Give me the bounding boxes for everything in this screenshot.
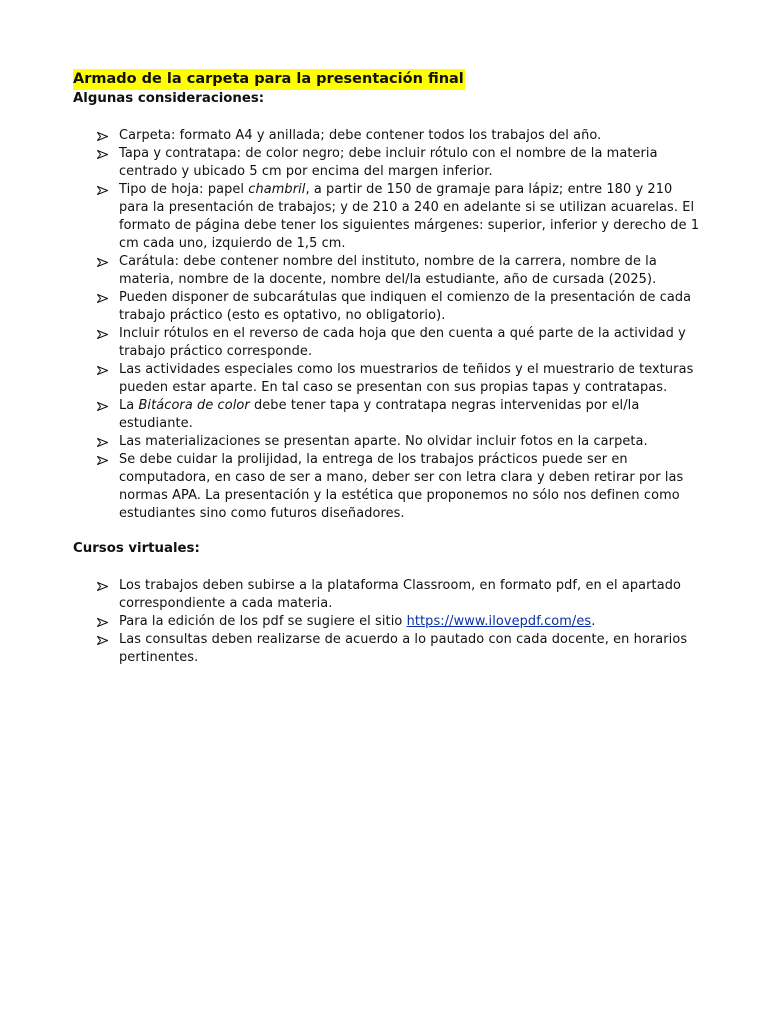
arrowhead-bullet-icon [97, 577, 111, 595]
list-item-text: Incluir rótulos en el reverso de cada hoja que den cuenta a qué parte de la actividad y trabajo práctico corresponde. [119, 326, 686, 359]
consideraciones-list [73, 127, 703, 523]
list-item [73, 433, 703, 451]
list-item-text: Las actividades especiales como los muestrarios de teñidos y el muestrario de texturas pueden estar aparte. En tal caso se presentan con sus propias tapas y contratapas. [119, 362, 694, 395]
arrowhead-bullet-icon [97, 325, 111, 343]
arrowhead-bullet-icon [97, 631, 111, 649]
arrowhead-bullet-icon [97, 451, 111, 469]
list-item-text: Para la edición de los pdf se sugiere el sitio [119, 614, 407, 629]
list-item-text: Se debe cuidar la prolijidad, la entrega de los trabajos prácticos puede ser en computadora, en caso de ser a mano, deber ser con letra clara y deben retirar por las normas APA. La presentación y la estética que proponemos no sólo nos definen como estudiantes sino como futuros diseñadores. [119, 452, 684, 521]
list-item [73, 253, 703, 289]
list-item [73, 145, 703, 181]
arrowhead-bullet-icon [97, 127, 111, 145]
list-item [73, 127, 703, 145]
arrowhead-bullet-icon [97, 433, 111, 451]
section-heading-cursos-virtuales: Cursos virtuales: [73, 541, 200, 556]
arrowhead-bullet-icon [97, 361, 111, 379]
document-page [73, 68, 703, 667]
list-item [73, 397, 703, 433]
list-item [73, 181, 703, 253]
list-item-text: Carpeta: formato A4 y anillada; debe contener todos los trabajos del año. [119, 128, 602, 143]
arrowhead-bullet-icon [97, 397, 111, 415]
list-item-text: Los trabajos deben subirse a la plataforma Classroom, en formato pdf, en el apartado correspondiente a cada materia. [119, 578, 681, 611]
list-item [73, 577, 703, 613]
arrowhead-bullet-icon [97, 289, 111, 307]
list-item-text: La [119, 398, 139, 413]
arrowhead-bullet-icon [97, 613, 111, 631]
list-item-text: , a partir de 150 de gramaje para lápiz; entre 180 y 210 para la presentación de trabajos; y de 210 a 240 en adelante si se utilizan acuarelas. El formato de página debe tener los siguientes márgenes: superior, inferior y derecho de 1 cm cada uno, izquierdo de 1,5 cm. [119, 182, 700, 251]
list-item-text: . [591, 614, 596, 629]
list-item [73, 613, 703, 631]
arrowhead-bullet-icon [97, 181, 111, 199]
document-title: Armado de la carpeta para la presentación final [73, 69, 465, 90]
list-item [73, 451, 703, 523]
list-item [73, 361, 703, 397]
list-item-text: Tipo de hoja: papel [119, 182, 249, 197]
list-item-text: Carátula: debe contener nombre del instituto, nombre de la carrera, nombre de la materia, nombre de la docente, nombre del/la estudiante, año de cursada (2025). [119, 254, 657, 287]
list-item-italic-term: Bitácora de color [138, 398, 250, 413]
list-item [73, 289, 703, 325]
list-item [73, 631, 703, 667]
section-heading-consideraciones: Algunas consideraciones: [73, 91, 265, 106]
list-item-text: Las consultas deben realizarse de acuerdo a lo pautado con cada docente, en horarios pertinentes. [119, 632, 688, 665]
list-item-text: Tapa y contratapa: de color negro; debe incluir rótulo con el nombre de la materia centrado y ubicado 5 cm por encima del margen inferior. [119, 146, 658, 179]
arrowhead-bullet-icon [97, 145, 111, 163]
list-item-text: debe tener tapa y contratapa negras intervenidas por el/la estudiante. [119, 398, 640, 431]
arrowhead-bullet-icon [97, 253, 111, 271]
ilovepdf-link[interactable]: https://www.ilovepdf.com/es [406, 614, 592, 629]
cursos-virtuales-list [73, 577, 703, 667]
list-item-text: Pueden disponer de subcarátulas que indiquen el comienzo de la presentación de cada trabajo práctico (esto es optativo, no obligatorio). [119, 290, 692, 323]
list-item [73, 325, 703, 361]
list-item-italic-term: chambril [248, 182, 306, 197]
list-item-text: Las materializaciones se presentan aparte. No olvidar incluir fotos en la carpeta. [119, 434, 648, 449]
